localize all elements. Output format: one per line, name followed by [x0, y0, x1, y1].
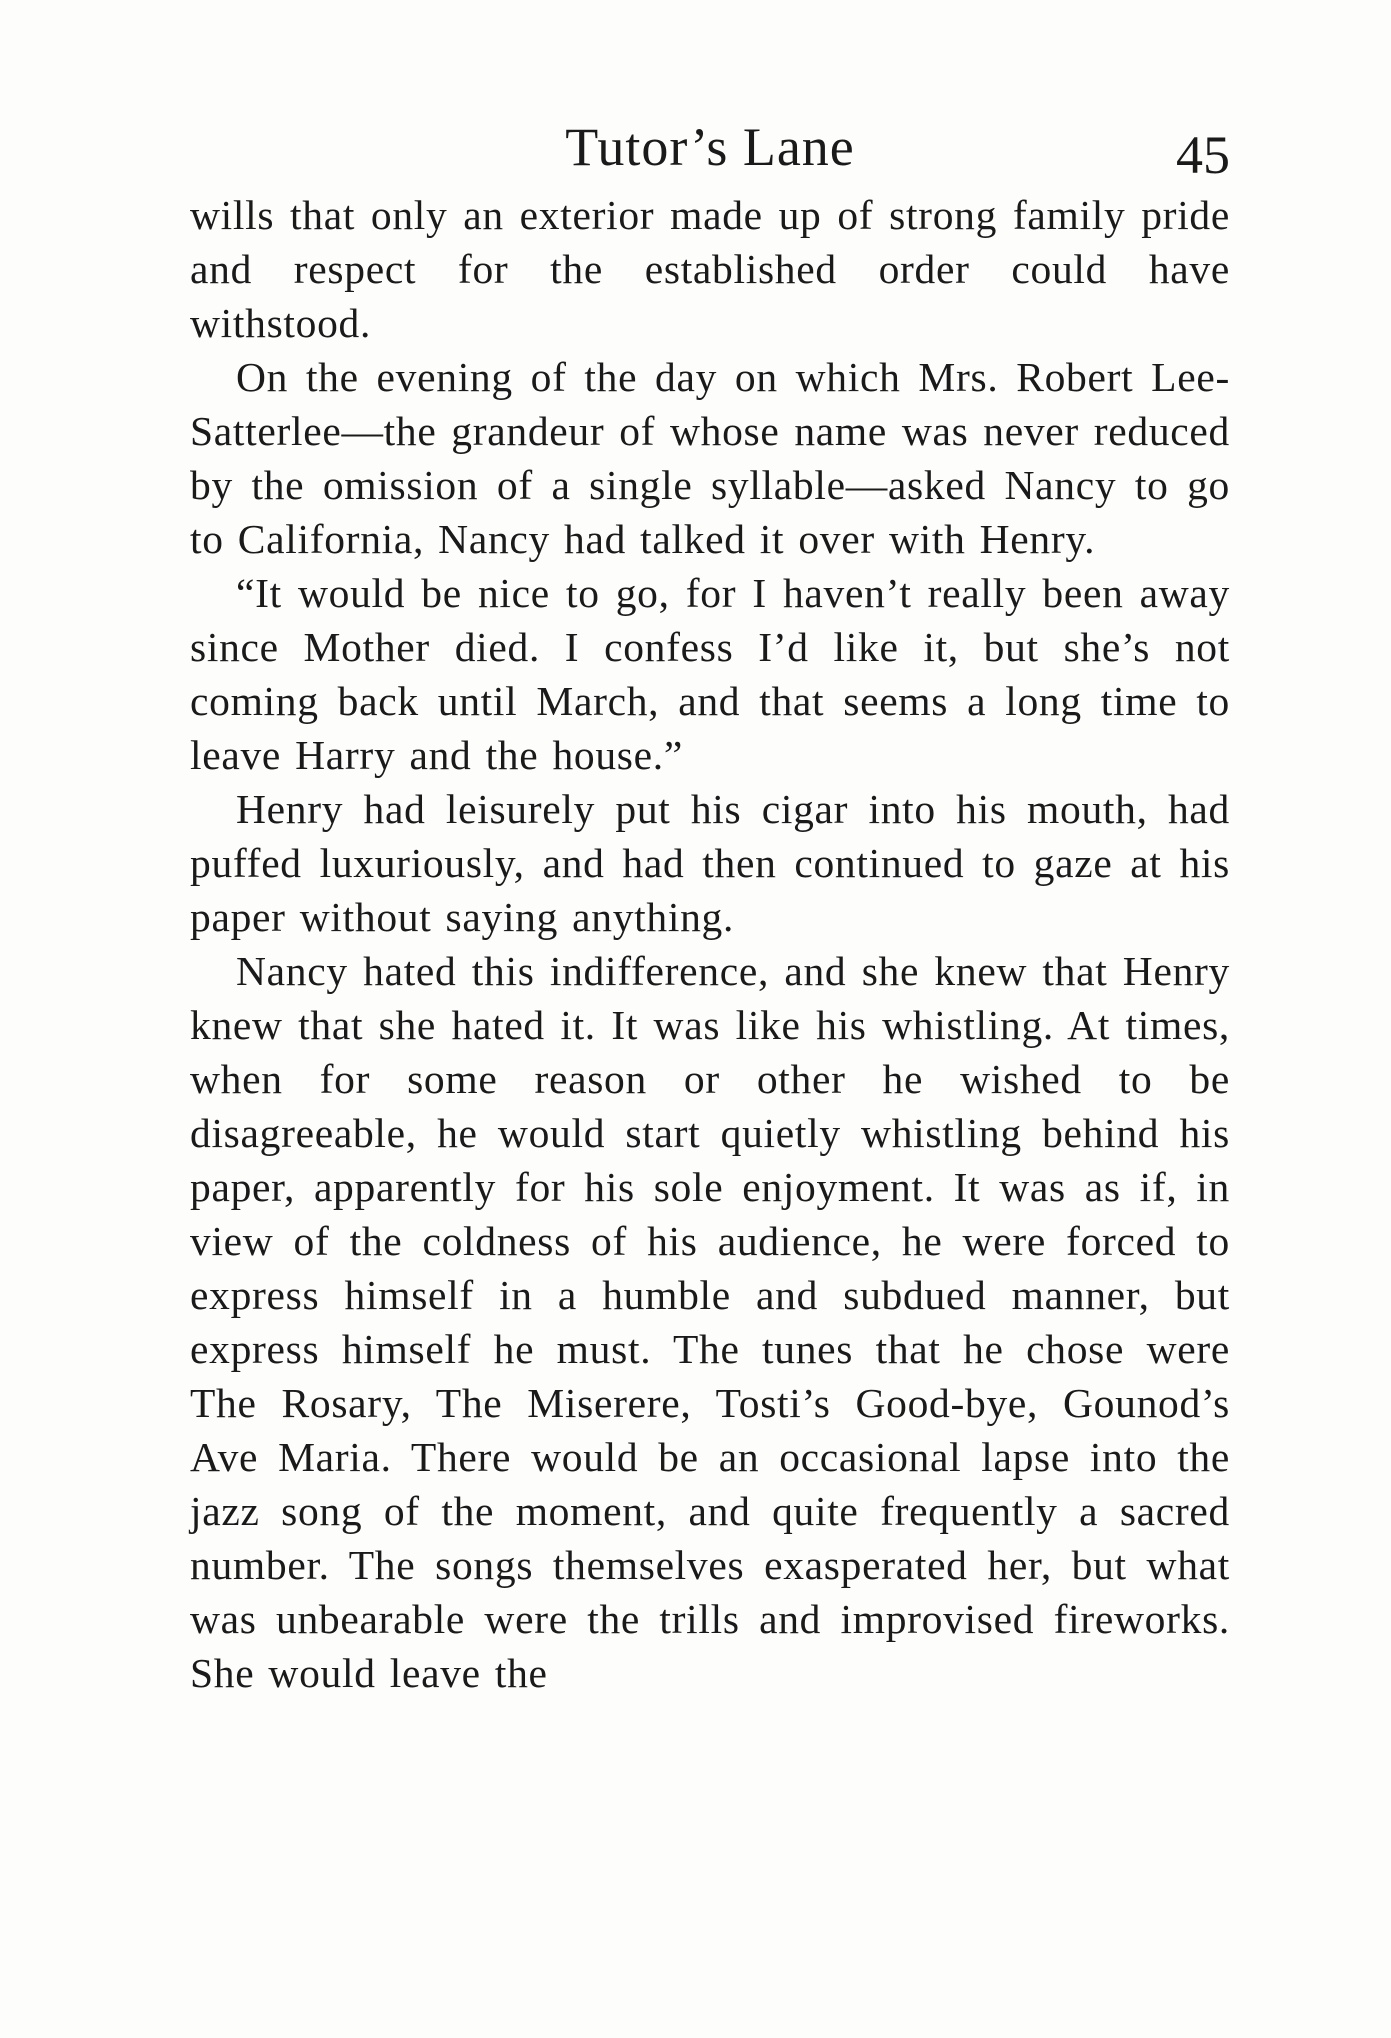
paragraph: Nancy hated this indifference, and she knew that Henry knew that she hated it. It was like his whistling. At times, when for some reason or other he wished to be disagreeable, he would start quietly whistling behind his paper, apparently for his sole enjoyment. It was as if, in view of the coldness of his audience, he were forced to express himself in a humble and subdued manner, but express himself he must. The tunes that he chose were The Rosary, The Miserere, Tosti’s Good-bye, Gounod’s Ave Maria. There would be an occasional lapse into the jazz song of the moment, and quite frequently a sacred number. The songs themselves exasperated her, but what was unbearable were the trills and improvised fireworks. She would leave the — [190, 948, 1230, 1696]
paragraph: Henry had leisurely put his cigar into his mouth, had puffed luxuriously, and had then continued to gaze at his paper without saying anything. — [190, 786, 1230, 940]
running-head — [190, 112, 1230, 185]
paragraph: On the evening of the day on which Mrs. Robert Lee-Satterlee—the grandeur of whose name was never reduced by the omission of a single syllable—asked Nancy to go to California, Nancy had talked it over with Henry. — [190, 354, 1230, 562]
paragraph-dialogue: “It would be nice to go, for I haven’t really been away since Mother died. I confess I’d like it, but she’s not coming back until March, and that seems a long time to leave Harry and the house.” — [190, 570, 1230, 778]
body-text — [190, 188, 1230, 1700]
running-title: Tutor’s Lane — [565, 117, 855, 177]
paragraph-continued: wills that only an exterior made up of strong family pride and respect for the established order could have withstood. — [190, 192, 1230, 346]
page-number: 45 — [1176, 125, 1230, 185]
